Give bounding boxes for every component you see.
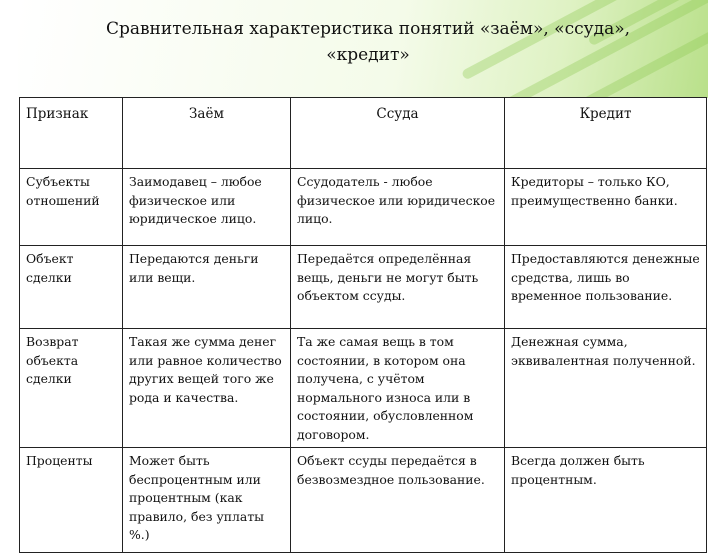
table-row [20,169,707,246]
table-cell: Та же самая вещь в том состоянии, в котором она получена, с учётом нормального износа или в состоянии, обусловленном договором. [291,329,505,448]
table-cell: Может быть беспроцентным или процентным (как правило, без уплаты %.) [123,448,291,553]
table-row [20,329,707,448]
title-line-2: «кредит» [326,45,410,65]
table-cell: Предоставляются денежные средства, лишь во временное пользование. [505,246,707,329]
table-cell: Передаются деньги или вещи. [123,246,291,329]
table-header-row [20,98,707,169]
page-title [48,16,688,68]
table-cell: Заимодавец – любое физическое или юридическое лицо. [123,169,291,246]
row-label: Возврат объекта сделки [20,329,123,448]
row-label: Субъекты отношений [20,169,123,246]
header-credit: Кредит [505,98,707,169]
table-cell: Кредиторы – только КО, преимущественно банки. [505,169,707,246]
header-lending: Ссуда [291,98,505,169]
table-cell: Всегда должен быть процентным. [505,448,707,553]
table-cell: Денежная сумма, эквивалентная полученной. [505,329,707,448]
table-row [20,246,707,329]
header-feature: Признак [20,98,123,169]
comparison-table [19,97,707,553]
table-cell: Такая же сумма денег или равное количество других вещей того же рода и качества. [123,329,291,448]
header-band [18,0,708,98]
row-label: Проценты [20,448,123,553]
header-loan: Заём [123,98,291,169]
table-cell: Объект ссуды передаётся в безвозмездное пользование. [291,448,505,553]
title-line-1: Сравнительная характеристика понятий «заём», «ссуда», [105,19,631,39]
row-label: Объект сделки [20,246,123,329]
table-cell: Ссудодатель - любое физическое или юридическое лицо. [291,169,505,246]
table-cell: Передаётся определённая вещь, деньги не могут быть объектом ссуды. [291,246,505,329]
table-row [20,448,707,553]
